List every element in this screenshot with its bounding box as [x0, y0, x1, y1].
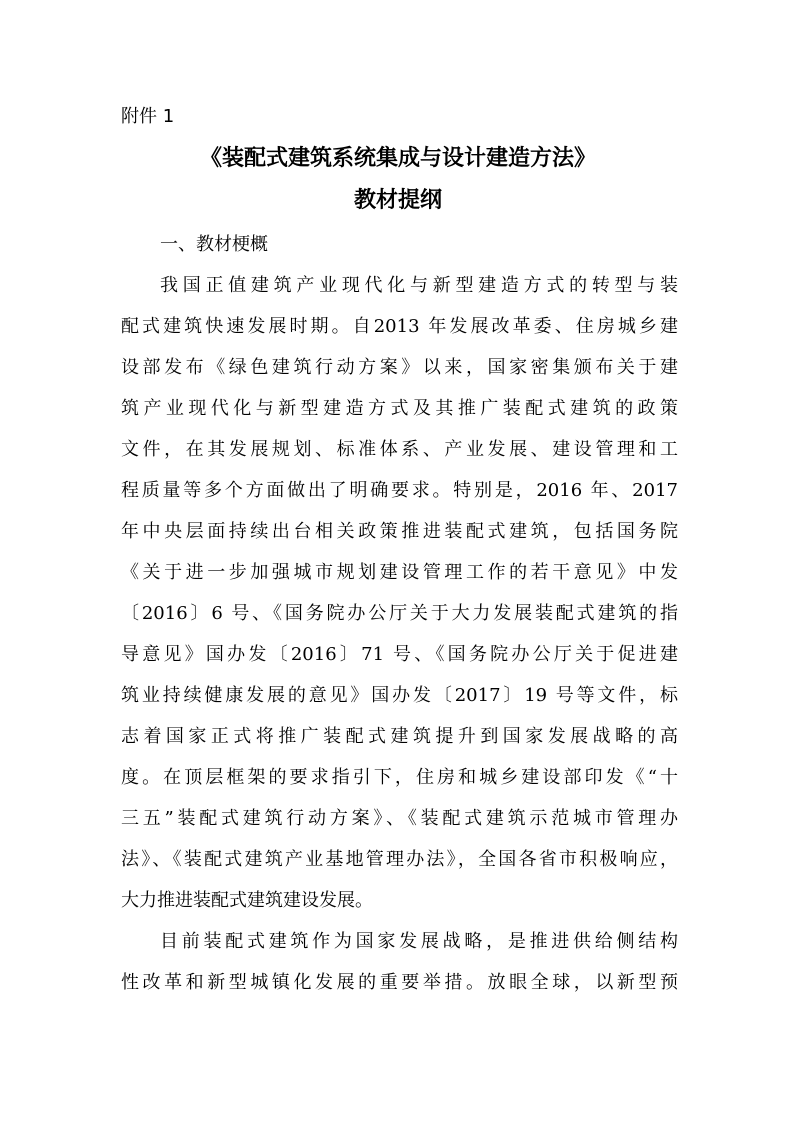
text-line: 三五”装配式建筑行动方案》、《装配式建筑示范城市管理办 — [121, 808, 678, 829]
text-line: 筑业持续健康发展的意见》国办发〔2017〕19 号等文件，标 — [121, 685, 678, 706]
text-line: 导意见》国办发〔2016〕71 号、《国务院办公厅关于促进建 — [121, 644, 678, 665]
text-line: 文件，在其发展规划、标准体系、产业发展、建设管理和工 — [121, 439, 678, 460]
text-line: 大力推进装配式建筑建设发展。 — [121, 890, 373, 911]
text-line: 性改革和新型城镇化发展的重要举措。放眼全球，以新型预 — [121, 972, 678, 993]
text-line: 程质量等多个方面做出了明确要求。特别是，2016 年、2017 — [121, 480, 678, 501]
text-line: 我国正值建筑产业现代化与新型建造方式的转型与装 — [160, 275, 678, 296]
document-title: 《装配式建筑系统集成与设计建造方法》 — [199, 146, 596, 171]
section-heading: 一、教材梗概 — [160, 234, 268, 255]
text-line: 目前装配式建筑作为国家发展战略，是推进供给侧结构 — [160, 931, 678, 952]
text-line: 度。在顶层框架的要求指引下，住房和城乡建设部印发《“十 — [121, 767, 678, 788]
text-line: 配式建筑快速发展时期。自2013 年发展改革委、住房城乡建 — [121, 316, 678, 337]
text-line: 筑产业现代化与新型建造方式及其推广装配式建筑的政策 — [121, 398, 678, 419]
document-subtitle: 教材提纲 — [353, 188, 442, 213]
text-line: 《关于进一步加强城市规划建设管理工作的若干意见》中发 — [121, 562, 678, 583]
text-line: 年中央层面持续出台相关政策推进装配式建筑，包括国务院 — [121, 521, 678, 542]
attachment-label: 附件 1 — [121, 106, 175, 127]
text-line: 〔2016〕6 号、《国务院办公厅关于大力发展装配式建筑的指 — [121, 603, 678, 624]
text-line: 设部发布《绿色建筑行动方案》以来，国家密集颁布关于建 — [121, 357, 678, 378]
text-line: 志着国家正式将推广装配式建筑提升到国家发展战略的高 — [121, 726, 678, 747]
text-line: 法》、《装配式建筑产业基地管理办法》，全国各省市积极响应， — [121, 849, 678, 870]
